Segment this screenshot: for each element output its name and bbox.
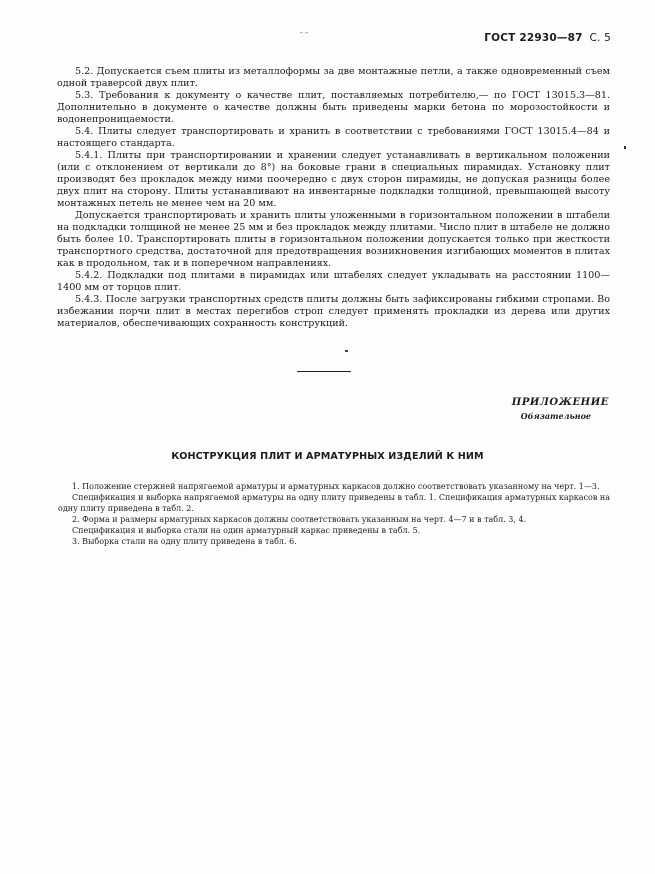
section-divider <box>297 371 351 372</box>
appendix-heading: КОНСТРУКЦИЯ ПЛИТ И АРМАТУРНЫХ ИЗДЕЛИЙ К НИМ <box>171 451 484 462</box>
paragraph-storage-horizontal: Допускается транспортировать и хранить плиты уложенными в горизонтальном положении в штабели на подкладки толщиной не менее 25 мм и без прокладок между плитами. Число плит в штабеле не должно быть более 10. Транспортировать плиты в горизонтальном положении допускается только при жесткости транспортного средства, достаточной для предотвращения возникновения изгибающих моментов в плитах как в продольном, так и в поперечном направлениях. <box>57 210 610 269</box>
scan-specks: - - <box>300 28 308 37</box>
paragraph-5-2: 5.2. Допускается съем плиты из металлоформы за две монтажные петли, а также одновременный съем одной траверсой двух плит. <box>57 66 610 89</box>
page-header <box>484 32 611 44</box>
paragraph-5-4-3: 5.4.3. После загрузки транспортных средств плиты должны быть зафиксированы гибкими стропами. Во избежании порчи плит в местах перегибов строп следует применять прокладки из дерева или других материалов, обеспечивающих сохранность конструкций. <box>57 294 610 329</box>
appendix-subtitle: Обязательное <box>520 411 591 421</box>
paragraph-5-4-1: 5.4.1. Плиты при транспортировании и хранении следует устанавливать в вертикальном положении (или с отклонением от вертикали до 8°) на боковые грани в специальных пирамидах. Установку плит производят без прокладок между ними поочередно с двух сторон пирамиды, не допуская разницы более двух плит на сторону. Плиты устанавливают на инвентарные подкладки толщиной, превышающей высоту монтажных петель не менее чем на 20 мм. <box>57 150 610 209</box>
scan-dot-mark <box>624 146 626 149</box>
standard-number: ГОСТ 22930—87 <box>484 32 583 44</box>
appendix-title: ПРИЛОЖЕНИЕ <box>511 397 609 408</box>
paragraph-5-4-2: 5.4.2. Подкладки под плитами в пирамидах или штабелях следует укладывать на расстоянии 1100—1400 мм от торцов плит. <box>57 270 610 293</box>
appendix-text <box>58 481 610 547</box>
appendix-item-2-spec: Спецификация и выборка стали на один арматурный каркас приведены в табл. 5. <box>72 526 421 535</box>
appendix-item-2: 2. Форма и размеры арматурных каркасов должны соответствовать указанным на черт. 4—7 и в табл. 3, 4. <box>72 515 527 524</box>
appendix-item-1: 1. Положение стержней напрягаемой арматуры и арматурных каркасов должно соответствовать указанному на черт. 1—3. <box>72 482 600 491</box>
appendix-item-1-spec: Спецификация и выборка напрягаемой арматуры на одну плиту приведены в табл. 1. Спецификация арматурных каркасов на одну плиту приведена в табл. 2. <box>58 493 610 513</box>
appendix-item-3: 3. Выборка стали на одну плиту приведена в табл. 6. <box>72 537 297 546</box>
scan-mark <box>345 350 348 352</box>
paragraph-5-3: 5.3. Требования к документу о качестве плит, поставляемых потребителю,— по ГОСТ 13015.3—81. Дополнительно в документе о качестве должны быть приведены марки бетона по морозостойкости и водонепроницаемости. <box>57 90 610 125</box>
main-text <box>57 66 610 330</box>
paragraph-5-4: 5.4. Плиты следует транспортировать и хранить в соответствии с требованиями ГОСТ 13015.4—84 и настоящего стандарта. <box>57 126 610 149</box>
page-number: С. 5 <box>589 32 611 44</box>
